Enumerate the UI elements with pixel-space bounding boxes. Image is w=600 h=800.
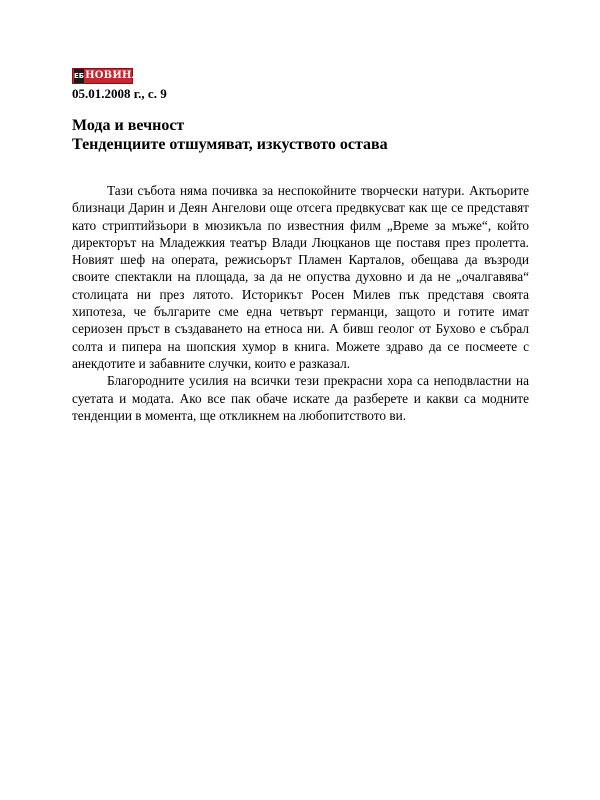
publication-dateline: 05.01.2008 г., с. 9 (72, 86, 167, 101)
article-paragraph: Тази събота няма почивка за неспокойните творчески натури. Актьорите близнаци Дарин и Деян Ангелови още отсега предвкусват как ще се представят като стриптийзьори в мюзикъла по известния филм „Време за мъже“, който директорът на Младежкия театър Влади Люцканов ще поставя през пролетта. Новият шеф на операта, режисьорът Пламен Карталов, обещава да възроди своите спектакли на площада, за да не опуства духовно и да не „очалгавява“ столицата ни през лятото. Историкът Росен Милев пък представя своята хипотеза, че българите сме една четвърт германци, защото и готите имат сериозен пръст в създаването на етноса ни. А бивш геолог от Бухово е събрал солта и пипера на шопския хумор в книга. Можете здраво да се посмеете с анекдотите и забавните случки, които е разказал. (72, 183, 529, 371)
article-headline: Мода и вечност (72, 117, 185, 134)
logo-text: НОВИНАР (85, 70, 148, 81)
article-body (72, 182, 529, 424)
logo-emblem-icon: ЕБ (74, 69, 84, 83)
article-title-block (72, 116, 532, 154)
article-subheadline: Тенденциите отшумяват, изкуството остава (72, 136, 388, 153)
article-paragraph: Благородните усилия на всички тези прекрасни хора са неподвластни на суетата и модата. Ако все пак обаче искате да разберете и какви са модните тенденции в момента, ще откликнем на любопитството ви. (72, 373, 529, 423)
newspaper-logo (72, 68, 148, 84)
